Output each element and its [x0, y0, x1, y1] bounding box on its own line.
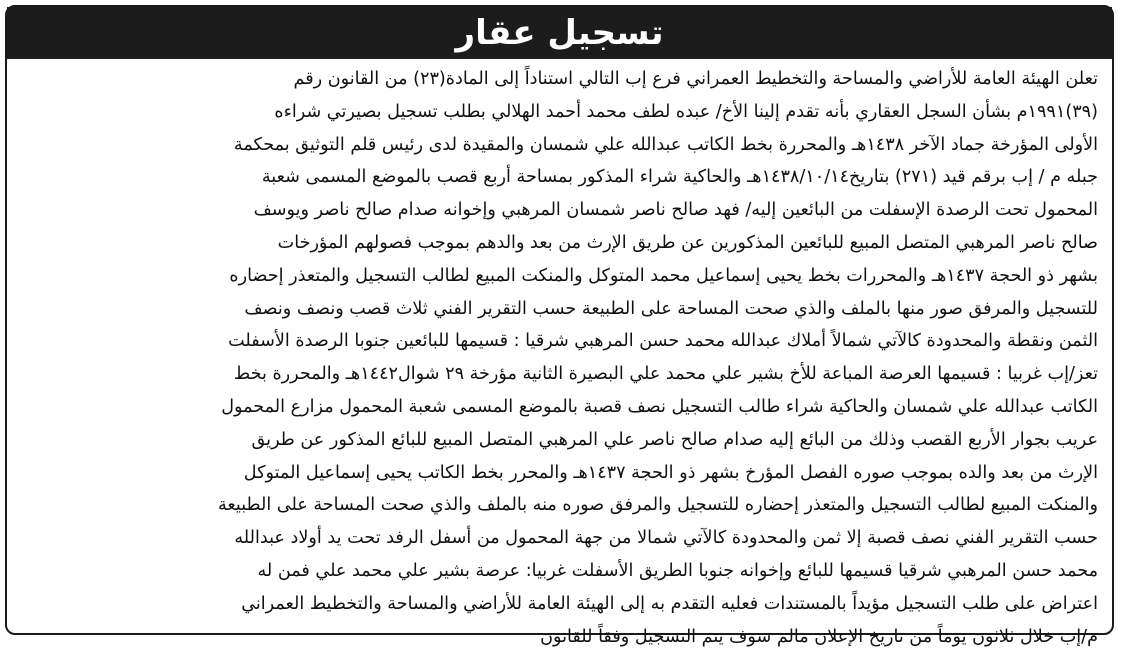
notice-line: الثمن ونقطة والمحدودة كالآتي شمالاً أملاك عبدالله محمد حسن المرهبي شرقيا : قسيمها للبائعين جنوبا الرصدة الأسفلت: [228, 331, 1098, 352]
notice-line: محمد حسن المرهبي شرقيا قسيمها للبائع وإخوانه جنوبا الطريق الأسفلت غربيا: عرصة بشير علي محمد علي فمن له: [257, 560, 1098, 581]
notice-body: [21, 63, 1098, 653]
notice-line: صالح ناصر المرهبي المتصل المبيع للبائعين المذكورين عن طريق الإرث من بعد والدهم بموجب فصولهم المؤرخات: [277, 232, 1098, 253]
notice-line: عريب بجوار الأربع القصب وذلك من البائع إليه صدام صالح ناصر علي المرهبي المتصل المبيع للبائع المذكور عن طريق: [251, 429, 1098, 450]
notice-line: تعلن الهيئة العامة للأراضي والمساحة والتخطيط العمراني فرع إب التالي استناداً إلى المادة(٢٣) من القانون رقم: [293, 69, 1098, 89]
notice-line: والمنكت المبيع لطالب التسجيل والمتعذر إحضاره للتسجيل والمرفق صوره منه بالملف والذي صحت المساحة على الطبيعة: [217, 495, 1098, 516]
notice-line: حسب التقرير الفني نصف قصبة إلا ثمن والمحدودة كالآتي شمالا من جهة المحمول من أسفل الرفد تحت يد أولاد عبدالله: [234, 528, 1098, 549]
notice-line: تعز/إب غربيا : قسيمها العرصة المباعة للأخ بشير علي محمد علي البصيرة الثانية مؤرخة ٢٩ شوال١٤٤٢هـ والمحررة بخط: [233, 364, 1098, 385]
notice-line: الكاتب عبدالله علي شمسان والحاكية شراء طالب التسجيل نصف قصبة بالموضع المسمى شعبة المحمول مزارع المحمول: [221, 396, 1098, 417]
notice-line: بشهر ذو الحجة ١٤٣٧هـ والمحررات بخط يحيى إسماعيل محمد المتوكل والمنكت المبيع لطالب التسجيل والمتعذر إحضاره: [229, 265, 1098, 286]
notice-line: م/إب خلال ثلاثون يوماً من تاريخ الإعلان مالم سوف يتم التسجيل وفقاً للقانون: [540, 626, 1098, 647]
notice-line: المحمول تحت الرصدة الإسفلت من البائعين إليه/ فهد صالح ناصر شمسان المرهبي وإخوانه صدام صالح ناصر ويوسف: [253, 200, 1098, 221]
notice-line: جبله م / إب برقم قيد (٢٧١) بتاريخ١٤٣٨/١٠/١٤هـ والحاكية شراء المذكور بمساحة أربع قصب بالموضع المسمى شعبة: [261, 167, 1098, 188]
notice-line: للتسجيل والمرفق صور منها بالملف والذي صحت المساحة على الطبيعة حسب التقرير الفني ثلاث قصب ونصف ونصف: [244, 298, 1098, 319]
notice-line: (٣٩)١٩٩١م بشأن السجل العقاري بأنه تقدم إلينا الأخ/ عبده لطف محمد أحمد الهلالي بطلب تسجيل بصيرتي شراءه: [274, 101, 1098, 122]
title-bar: [7, 7, 1112, 59]
notice-line: الإرث من بعد والده بموجب صوره الفصل المؤرخ بشهر ذو الحجة ١٤٣٧هـ والمحرر بخط الكاتب يحيى إسماعيل المتوكل: [243, 462, 1098, 483]
notice-line: اعتراض على طلب التسجيل مؤيداً بالمستندات فعليه التقدم به إلى الهيئة العامة للأراضي والمساحة والتخطيط العمراني: [241, 593, 1098, 614]
notice-line: الأولى المؤرخة جماد الآخر ١٤٣٨هـ والمحررة بخط الكاتب عبدالله علي شمسان والمقيدة لدى رئيس قلم التوثيق بمحكمة: [233, 134, 1098, 155]
notice-frame: [5, 5, 1114, 647]
notice-title: تسجيل عقار: [455, 13, 664, 53]
